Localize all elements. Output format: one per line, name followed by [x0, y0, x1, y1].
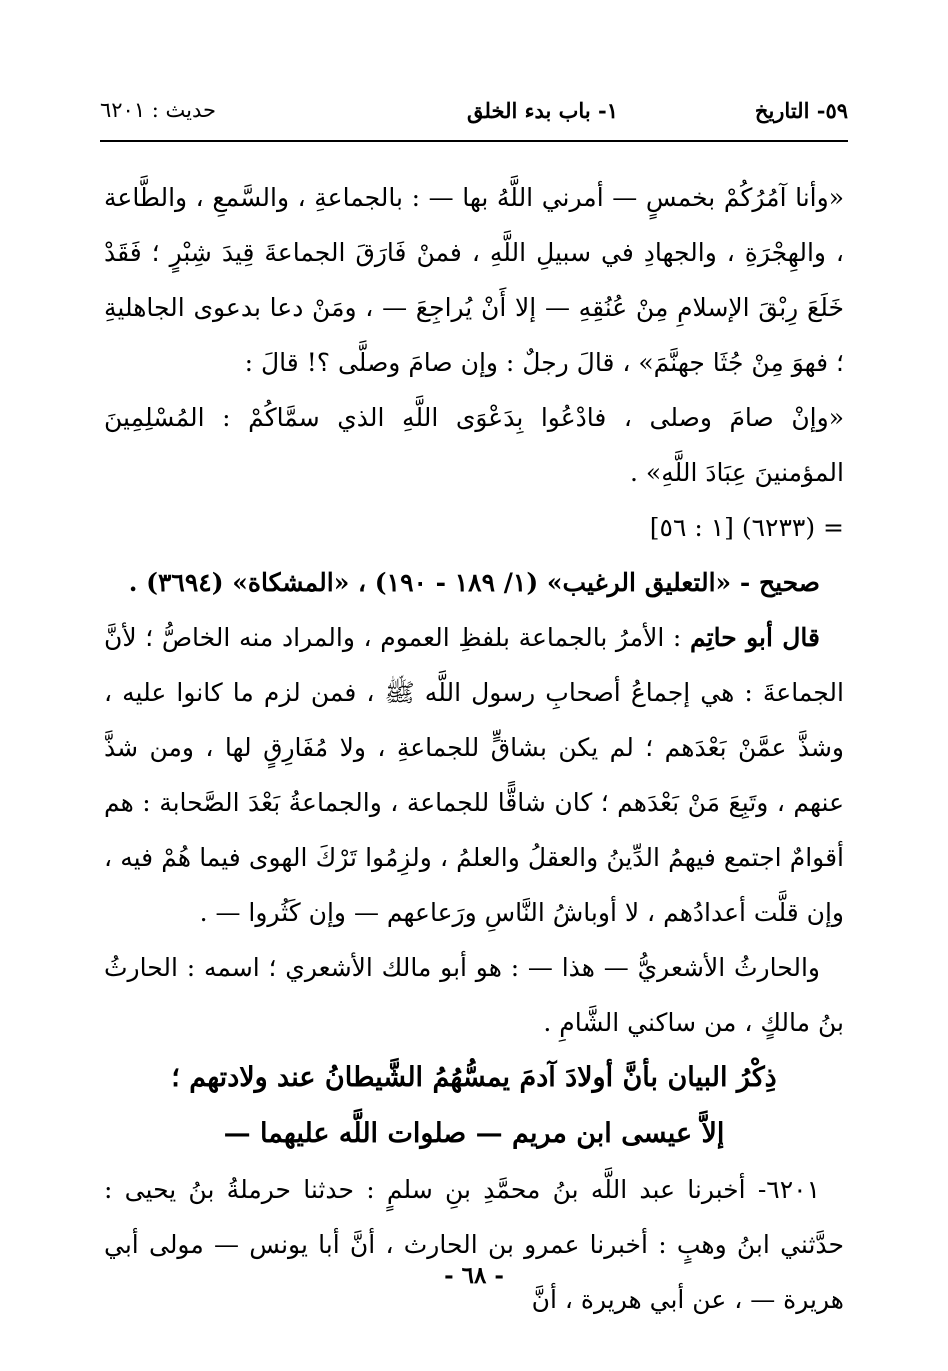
grading-note: صحيح - «التعليق الرغيب» (١/ ١٨٩ - ١٩٠) ، «المشكاة» (٣٦٩٤) .: [128, 568, 820, 597]
hadith-quote-2: «وإنْ صامَ وصلى ، فادْعُوا بِدَعْوَى اللَّهِ الذي سمَّاكُمْ : المُسْلِمِينَ المؤمنينَ عِبَادَ اللَّهِ» .: [104, 403, 844, 487]
page-number: - ٦٨ -: [444, 1262, 504, 1289]
cross-reference-numbers: = (٦٢٣٣) [١ : ٥٦]: [649, 513, 844, 542]
abu-hatim-label: قال أبو حاتِم: [690, 623, 821, 652]
header-divider: [100, 140, 848, 142]
page-body: [104, 170, 844, 1327]
harith-note: والحارثُ الأشعريُّ — هذا — : هو أبو مالك الأشعري ؛ اسمه : الحارثُ بنُ مالكٍ ، من ساكني الشَّامِ .: [104, 953, 844, 1037]
abu-hatim-commentary: [104, 610, 844, 940]
hadith-quote-1: «وأنا آمُرُكُمْ بخمسٍ — أمرني اللَّهُ بها — : بالجماعةِ ، والسَّمعِ ، والطَّاعة ، والهِجْرَةِ ، والجهادِ في سبيلِ اللَّهِ ، فمنْ فَارَقَ الجماعةَ قِيدَ شِبْرٍ ؛ فَقَدْ خَلَعَ رِبْقَ الإسلامِ مِنْ عُنُقِهِ — إلا أَنْ يُراجِعَ — ، ومَنْ دعا بدعوى الجاهليةِ ؛ فهوَ مِنْ جُثَا جهنَّمَ» ، قالَ رجلٌ : وإن صامَ وصلَّى ؟! قالَ :: [104, 183, 844, 377]
chapter-heading-line-1: ذِكْرُ البيان بأنَّ أولادَ آدمَ يمسُّهُمُ الشَّيطانُ عند ولادتهم ؛: [171, 1062, 777, 1093]
running-header-chapter: ١- باب بدء الخلق: [467, 98, 618, 123]
hadith-6201-chain: ٦٢٠١- أخبرنا عبد اللَّه بنُ محمَّدِ بنِ سلمٍ : حدثنا حرملةُ بنُ يحيى : حدَّثني ابنُ وهبٍ : أخبرنا عمرو بن الحارث ، أنَّ أبا يونس — مولى أبي هريرة — ، عن أبي هريرة ، أنَّ: [104, 1175, 844, 1314]
abu-hatim-text: : الأمرُ بالجماعة بلفظِ العموم ، والمراد منه الخاصُّ ؛ لأنَّ الجماعةَ : هي إجماعُ أصحابِ رسول اللَّه ﷺ ، فمن لزم ما كانوا عليه ، وشذَّ عمَّنْ بَعْدَهم ؛ لم يكن بشاقٍّ للجماعةِ ، ولا مُفَارِقٍ لها ، ومن شذَّ عنهم ، وتَبِعَ مَنْ بَعْدَهم ؛ كان شاقًّا للجماعة ، والجماعةُ بَعْدَ الصَّحابة : هم أقوامٌ اجتمع فيهمُ الدِّينُ والعقلُ والعلمُ ، ولزِمُوا تَرْكَ الهوى فيما هُمْ فيه ، وإن قلَّت أعدادُهم ، لا أوباشُ النَّاسِ ورَعاعهم — وإن كَثُروا — .: [104, 623, 844, 927]
running-header-hadith-ref: حديث : ٦٢٠١: [100, 98, 217, 122]
chapter-heading-line-2: إلاَّ عيسى ابن مريم — صلوات اللَّه عليهما —: [223, 1118, 725, 1149]
running-header-section: ٥٩- التاريخ: [754, 98, 848, 123]
